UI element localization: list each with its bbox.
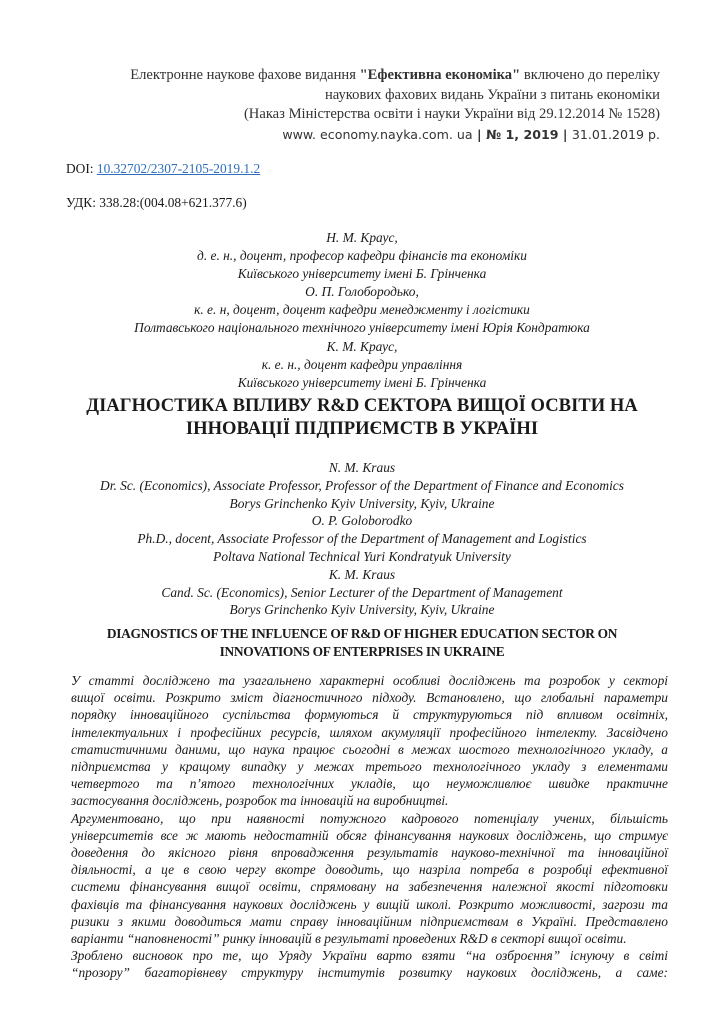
abstract-line: Аргументовано, що при наявності потужного кадрового потенціалу учених, більшість (71, 810, 668, 826)
paper-title-english (60, 625, 664, 661)
abstract-line: застосування досліджень, розробок та інновацій на виробництві. (71, 793, 449, 809)
author-position: д. е. н., доцент, професор кафедри фінансів та економіки (197, 248, 527, 264)
author-name: О. П. Голобородько, (305, 284, 419, 300)
abstract-line: системи фінансування вищої освіти, спрямовану на забезпечення належної якості підготовки (71, 879, 668, 895)
abstract-line: У статті досліджено та узагальнено характерні особливі досліджень та розробок у секторі (71, 673, 668, 688)
abstract-line: діяльності, а це в свою чергу вкотре доводить, що назріла потреба в розробці ефективної (71, 862, 668, 878)
title-line: DIAGNOSTICS OF THE INFLUENCE OF R&D OF HIGHER EDUCATION SECTOR ON (106, 626, 618, 641)
abstract-line: інтелектуальних і професійних ресурсів, шляхом акумуляції професійного інтелекту. Засвідчено (71, 724, 668, 740)
journal-website: www. economy.nayka.com. ua (282, 126, 473, 142)
journal-site-line (130, 125, 660, 145)
abstract-line: порядку інноваційного суспільства формуються й структуруються під впливом освітніх, (71, 707, 668, 723)
title-line: INNOVATIONS OF ENTERPRISES IN UKRAINE (219, 644, 505, 660)
author-position: Ph.D., docent, Associate Professor of the Department of Management and Logistics (137, 531, 587, 547)
authors-ukrainian (60, 229, 664, 392)
journal-header-line-1 (130, 66, 660, 86)
separator: | (558, 126, 572, 142)
doi-line (66, 161, 260, 177)
journal-header (130, 66, 660, 144)
journal-header-text: включено до переліку (520, 67, 660, 83)
author-affiliation: Borys Grinchenko Kyiv University, Kyiv, Ukraine (229, 495, 495, 511)
author-position: к. е. н, доцент, доцент кафедри менеджменту і логістики (194, 302, 530, 318)
journal-name: "Ефективна економіка" (359, 67, 521, 83)
abstract-line: “прозору” багаторівневу структуру інститутів розвитку наукових досліджень, а саме: (71, 965, 668, 981)
author-position: к. е. н., доцент кафедри управління (261, 356, 463, 372)
paper-title-ukrainian (60, 395, 664, 440)
abstract-line: статистичними даними, що наука працює сьогодні в межах шостого технологічного укладу, а (71, 741, 668, 757)
title-line: ДІАГНОСТИКА ВПЛИВУ R&D СЕКТОРА ВИЩОЇ ОСВІТИ НА (86, 395, 638, 416)
abstract-line: університетів все ж мають недостатній обсяг фінансування наукових досліджень, що стримує (71, 827, 668, 843)
author-name: К. М. Краус, (326, 338, 398, 354)
author-name: N. M. Kraus (328, 460, 396, 475)
author-position: Dr. Sc. (Economics), Associate Professor, Professor of the Department of Finance and Economics (100, 477, 624, 493)
abstract-line: фахівців та фінансування наукових досліджень у вищій школі. Розкрито можливості, загрози та (71, 896, 668, 912)
abstract (71, 672, 668, 982)
abstract-line: варіанти “наповненості” ринку інновацій в результаті проведених R&D в секторі вищої освіти. (71, 931, 627, 947)
journal-issue: № 1, 2019 (485, 126, 559, 142)
abstract-line: Зроблено висновок про те, що Уряду України варто взяти “на озброєння” існуючу в світі (71, 948, 668, 964)
author-name: K. M. Kraus (328, 566, 396, 582)
abstract-line: вищої освіти. Розкрито зміст діагностичного підходу. Встановлено, що глобальні параметри (71, 690, 668, 706)
abstract-line: ризики з якими доводиться мати справу інноваційним підприємствам в Україні. Представлено (71, 913, 668, 929)
author-name: Н. М. Краус, (326, 230, 398, 245)
journal-header-line-2: наукових фахових видань України з питань економіки (324, 86, 660, 103)
author-affiliation: Полтавського національного технічного університету імені Юрія Кондратюка (134, 320, 590, 336)
separator: | (472, 126, 486, 142)
journal-header-line-3: (Наказ Міністерства освіти і науки України від 29.12.2014 № 1528) (243, 106, 660, 122)
author-position: Cand. Sc. (Economics), Senior Lecturer of the Department of Management (161, 584, 563, 600)
doi-label: DOI: (66, 161, 97, 176)
author-affiliation: Київського університету імені Б. Грінченка (237, 266, 487, 282)
journal-header-text: Електронне наукове фахове видання (130, 67, 360, 83)
abstract-line: четвертого та п’ятого технологічних укладів, що неуможливлює швидке практичне (71, 776, 668, 792)
journal-date: 31.01.2019 р. (571, 126, 660, 142)
abstract-line: доведення до якісного рівня впровадження результатів науково-технічної та інноваційної (71, 845, 668, 861)
udk-line: УДК: 338.28:(004.08+621.377.6) (66, 195, 247, 210)
author-affiliation: Київського університету імені Б. Грінченка (237, 374, 487, 390)
authors-english (60, 459, 664, 619)
author-affiliation: Poltava National Technical Yuri Kondratyuk University (213, 548, 511, 564)
author-name: O. P. Goloborodko (311, 513, 413, 529)
title-line: ІННОВАЦІЇ ПІДПРИЄМСТВ В УКРАЇНІ (185, 417, 539, 439)
doi-link[interactable]: 10.32702/2307-2105-2019.1.2 (96, 161, 261, 176)
abstract-line: підприємства у кращому випадку у межах третього технологічного укладу з елементами (71, 759, 668, 775)
author-affiliation: Borys Grinchenko Kyiv University, Kyiv, Ukraine (229, 602, 495, 618)
